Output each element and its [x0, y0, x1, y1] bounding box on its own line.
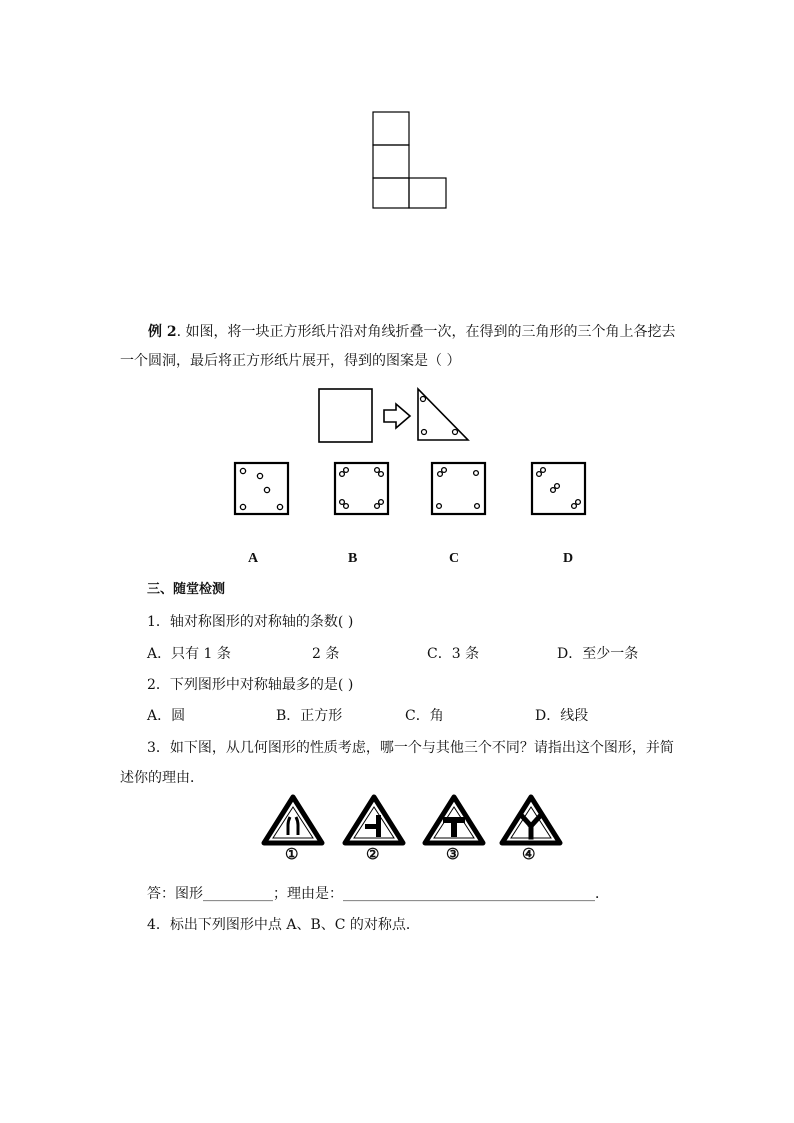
option-label-d: D — [563, 551, 574, 566]
answer-line — [147, 884, 609, 904]
answer-blank-figure[interactable]: __________ — [203, 886, 273, 902]
sign-label-3: ③ — [446, 845, 460, 863]
example2-line1 — [148, 322, 676, 342]
example2-text1: . 如图，将一块正方形纸片沿对角线折叠一次，在得到的三角形的三个角上各挖去 — [176, 324, 676, 340]
sign-3-t-intersection — [423, 795, 485, 847]
option-label-a: A — [248, 551, 259, 566]
q1-option-d: D．至少一条 — [557, 646, 639, 662]
option-a-figure — [233, 461, 291, 517]
folded-triangle — [418, 389, 468, 440]
q2-option-b: B．正方形 — [276, 708, 343, 724]
example2-label: 例 2 — [148, 324, 177, 340]
fold-diagram — [316, 386, 476, 446]
q3-line2: 述你的理由． — [120, 770, 204, 786]
option-d-figure — [530, 461, 588, 517]
q2-text: 2．下列图形中对称轴最多的是( ) — [147, 677, 354, 693]
sign-1-two-lanes — [262, 795, 324, 847]
sign-label-1: ① — [285, 845, 299, 863]
answer-middle: ；理由是： — [273, 886, 343, 902]
answer-prefix: 答：图形 — [147, 886, 203, 902]
sign-label-2: ② — [366, 845, 380, 863]
option-label-b: B — [348, 551, 358, 566]
q2-option-c: C．角 — [405, 708, 444, 724]
option-label-c: C — [449, 551, 460, 566]
q1-option-b: 2 条 — [312, 646, 340, 662]
option-c-figure — [430, 461, 488, 517]
q4-text: 4．标出下列图形中点 A、B、C 的对称点． — [147, 917, 420, 933]
q1-text: 1．轴对称图形的对称轴的条数( ) — [147, 614, 354, 630]
sign-2-t-junction — [343, 795, 405, 847]
q1-option-a: A．只有 1 条 — [147, 646, 231, 662]
arrow-right-icon — [384, 404, 410, 428]
answer-blank-reason[interactable]: ____________________________________ — [343, 886, 595, 902]
l-shape-figure — [370, 110, 450, 210]
option-b-figure — [333, 461, 391, 517]
example2-line2: 一个圆洞，最后将正方形纸片展开，得到的图案是（ ） — [120, 353, 461, 369]
square-paper — [319, 389, 372, 442]
q2-option-d: D．线段 — [535, 708, 589, 724]
section3-title: 三、随堂检测 — [147, 582, 226, 597]
q2-option-a: A．圆 — [147, 708, 186, 724]
sign-label-4: ④ — [522, 845, 536, 863]
q1-option-c: C．3 条 — [427, 646, 480, 662]
answer-end: ． — [595, 886, 609, 902]
q3-line1: 3．如下图，从几何图形的性质考虑，哪一个与其他三个不同？请指出这个图形，并简 — [147, 740, 674, 756]
sign-4-y-junction — [500, 795, 562, 847]
